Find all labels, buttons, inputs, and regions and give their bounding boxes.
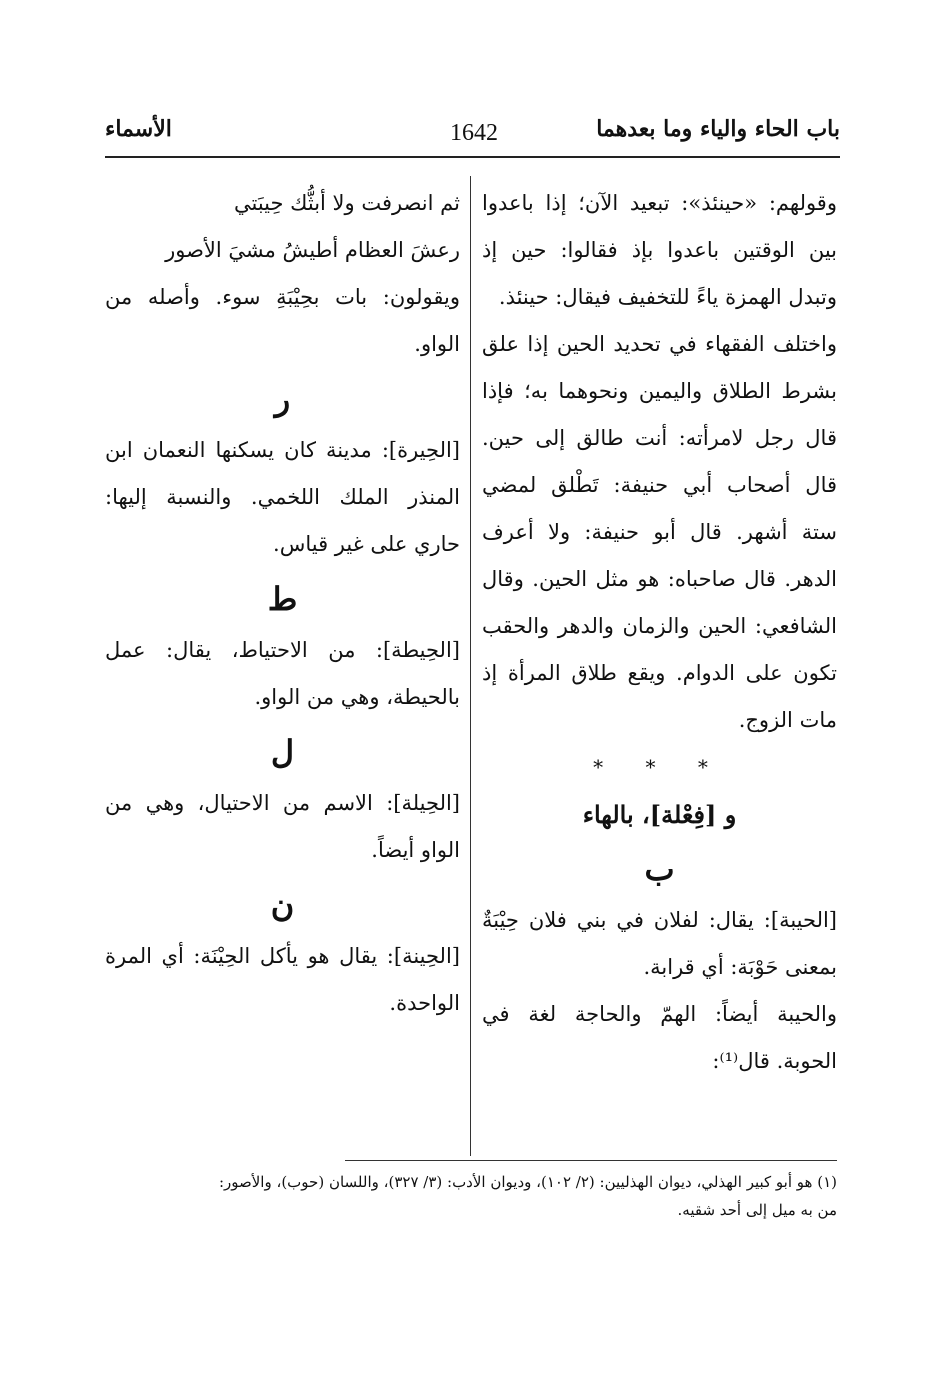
letter-heading: ط [267, 580, 298, 618]
entry-paragraph: [الحِيلة]: الاسم من الاحتيال، وهي من الواو أيضاً. [105, 791, 460, 862]
section-separator: * * * [593, 755, 726, 779]
header-rule [105, 156, 840, 158]
verse-line: رعشَ العظام أطيشُ مشيَ الأصور [165, 238, 460, 262]
footnote [105, 1168, 837, 1224]
section-title: الأسماء [105, 116, 172, 142]
footnote-line: (١) هو أبو كبير الهذلي، ديوان الهذليين: (٢/ ١٠٢)، وديوان الأدب: (٣/ ٣٢٧)، واللسان (حوب)، والأصور: [218, 1173, 837, 1191]
entry-paragraph: [الحيبة]: يقال: لفلان في بني فلان حِيْبَةٌ بمعنى حَوْبَة: أي قرابة. [482, 908, 837, 979]
entry-paragraph: [الحِيرة]: مدينة كان يسكنها النعمان ابن المنذر الملك اللخمي. والنسبة إليها: حاري على غير قياس. [105, 438, 460, 556]
entry-paragraph: [الحِينة]: يقال هو يأكل الحِيْنَة: أي المرة الواحدة. [105, 944, 460, 1015]
paragraph: وقولهم: «حينئذ»: تبعيد الآن؛ إذا باعدوا بين الوقتين باعدوا بإذ فقالوا: حين إذ وتبدل الهمزة ياءً للتخفيف فيقال: حينئذ. [482, 191, 837, 309]
entry-paragraph: [الحِيطة]: من الاحتياط، يقال: عمل بالحيطة، وهي من الواو. [105, 638, 460, 709]
subsection-heading: و [فِعْلة]، بالهاء [582, 800, 737, 829]
paragraph: واختلف الفقهاء في تحديد الحين إذا علق بشرط الطلاق واليمين ونحوهما به؛ فإذا قال رجل لامرأته: أنت طالق إلى حين. قال أصحاب أبي حنيفة: تَطْلق لمضي ستة أشهر. قال أبو حنيفة: ولا أعرف الدهر. قال صاحباه: هو مثل الحين. وقال الشافعي: الحين والزمان والدهر والحقب تكون على الدوام. ويقع طلاق المرأة إذ مات الزوج. [482, 332, 837, 732]
verse-line: ثم انصرفت ولا أبثُّك حِيبَتي [234, 191, 460, 215]
letter-heading: ر [274, 380, 291, 418]
column-divider [470, 176, 471, 1156]
page-header [105, 112, 840, 152]
letter-heading: ب [644, 850, 675, 888]
chapter-title: باب الحاء والياء وما بعدهما [596, 116, 840, 142]
letter-heading: ن [270, 886, 295, 924]
paragraph: ويقولون: بات بحِيْبَةِ سوء. وأصله من الواو. [105, 285, 460, 356]
letter-heading: ل [270, 733, 295, 771]
left-column [105, 180, 460, 1027]
right-column [482, 180, 837, 1085]
footnote-rule [345, 1160, 837, 1161]
page-number: 1642 [450, 120, 498, 146]
entry-paragraph: والحيبة أيضاً: الهمّ والحاجة لغة في الحوبة. قال⁽¹⁾: [482, 1002, 837, 1073]
footnote-line: من به ميل إلى أحد شقيه. [677, 1201, 837, 1219]
